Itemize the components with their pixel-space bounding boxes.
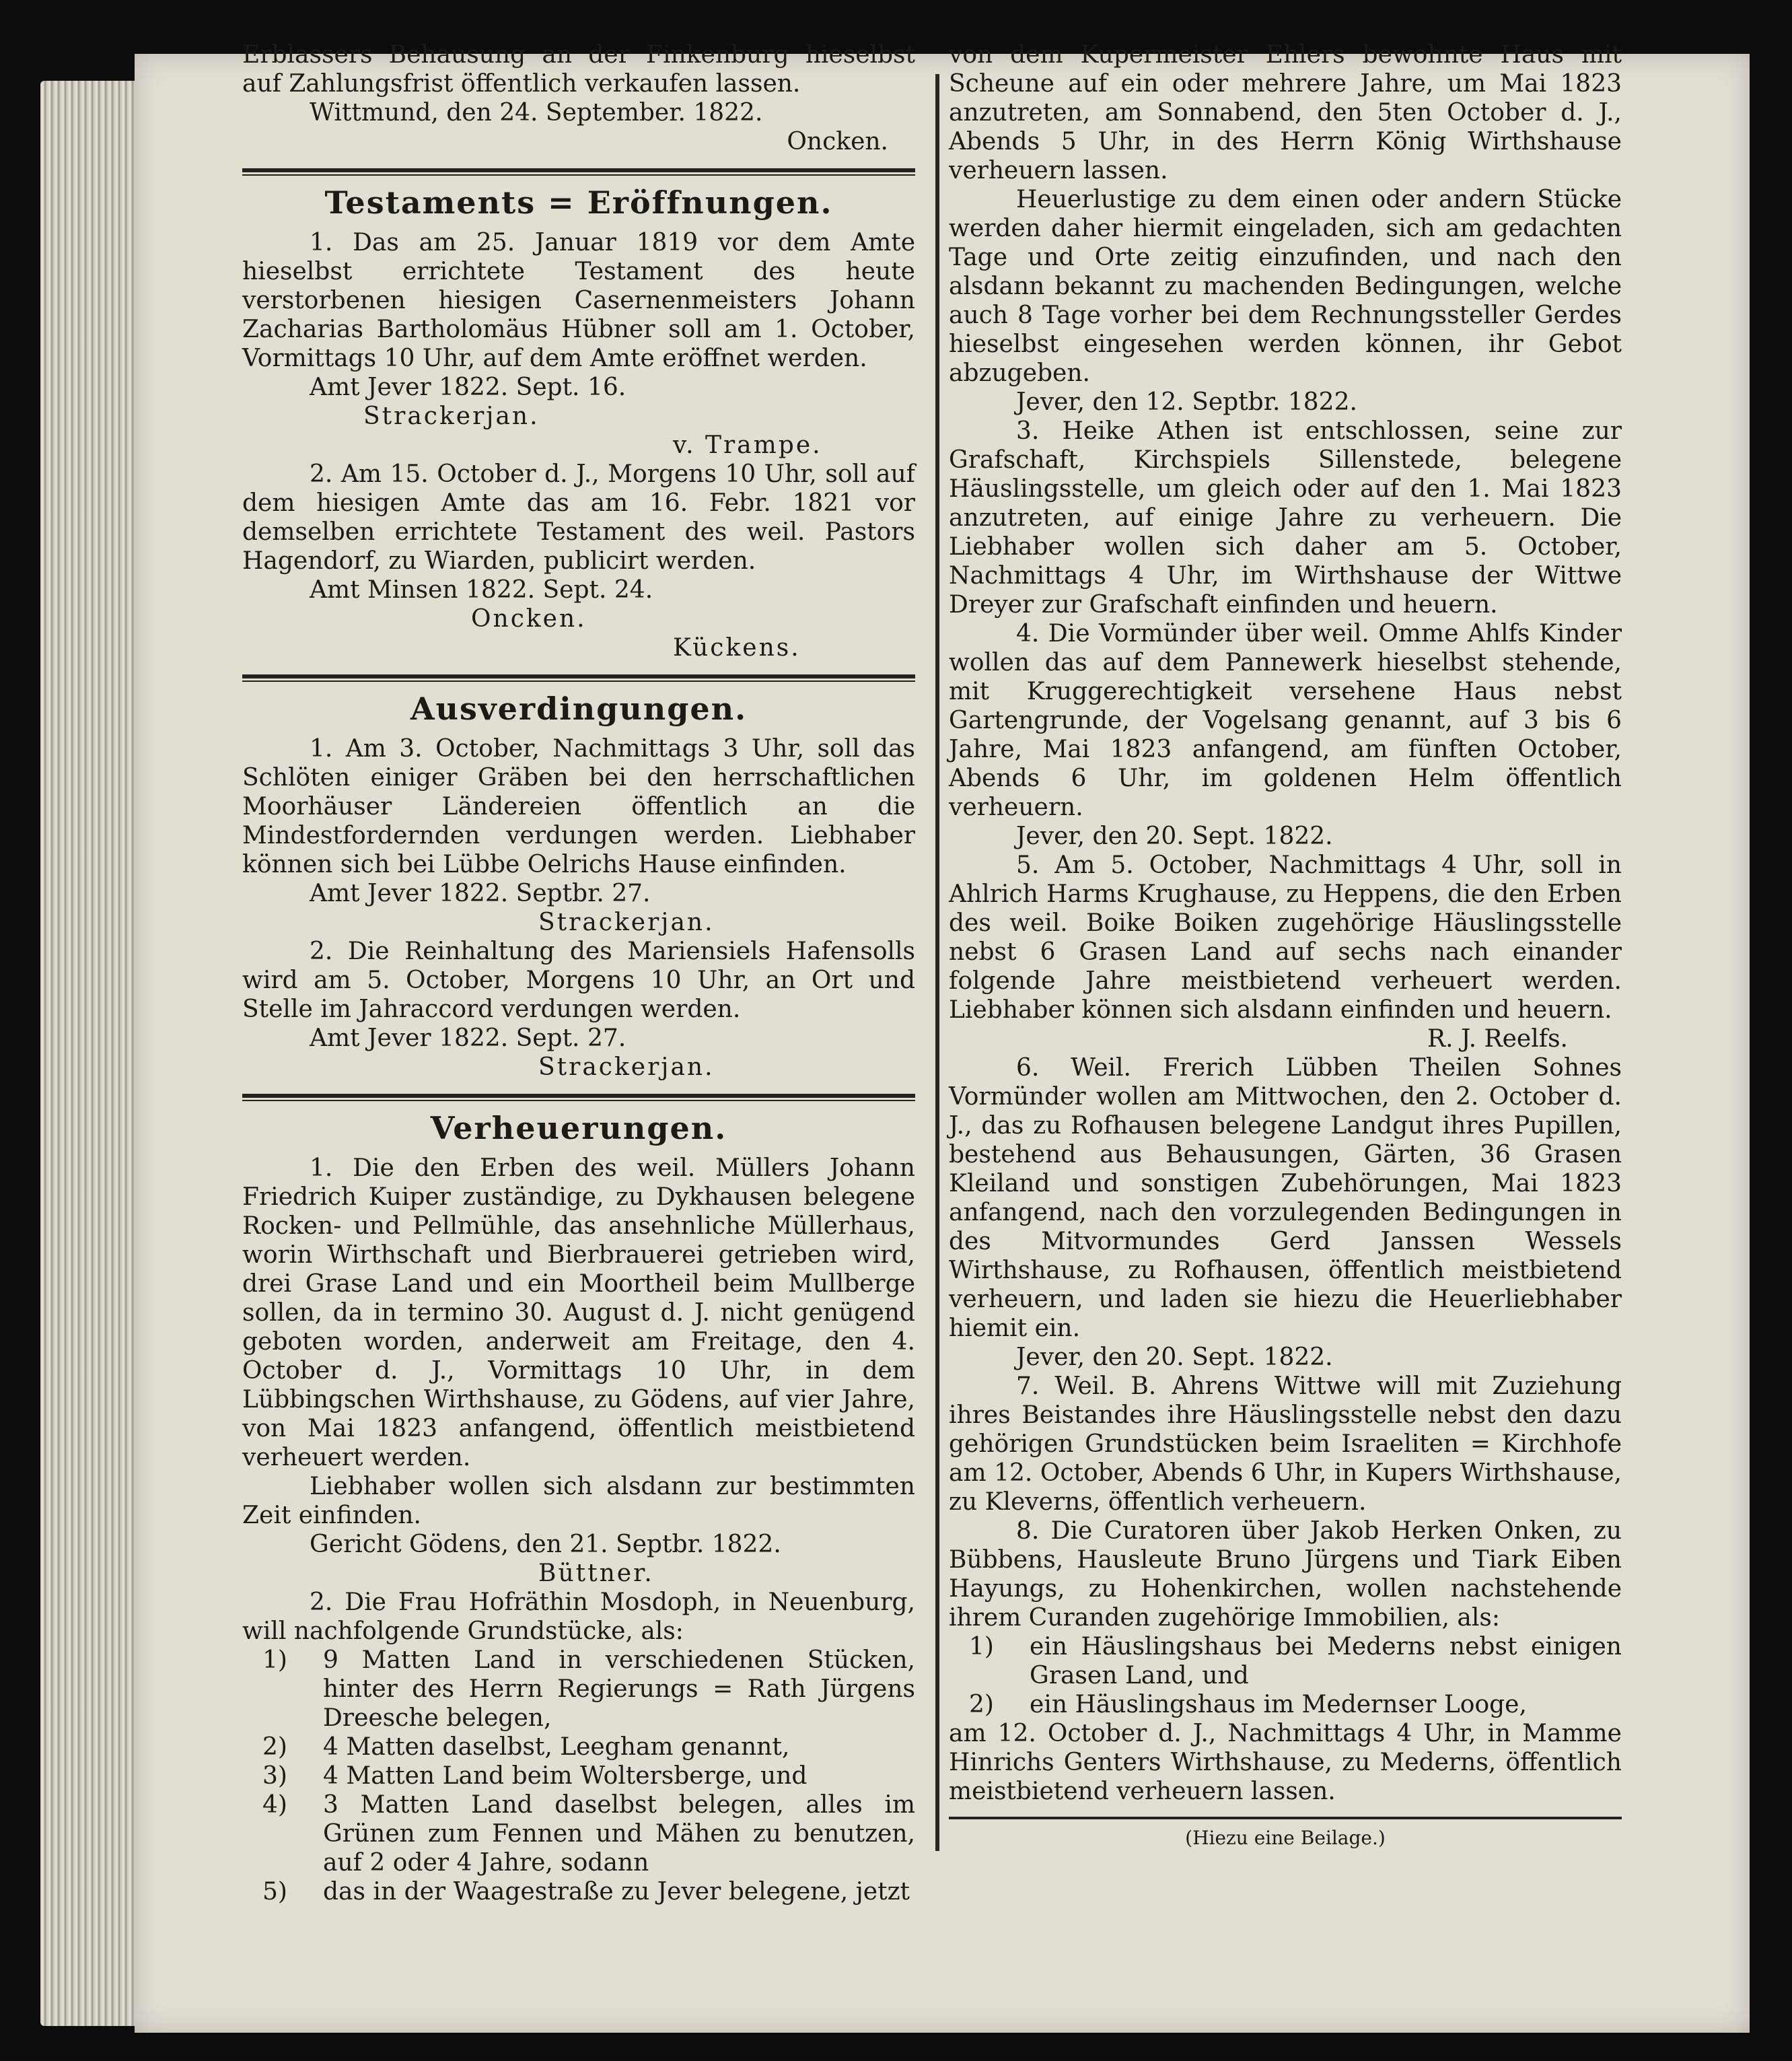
list-item bbox=[969, 1632, 1622, 1690]
verheuerung-item-1b: Liebhaber wollen sich alsdann zur bestimmten Zeit einfinden. bbox=[242, 1473, 915, 1529]
intro-text: Erblassers Behausung an der Finkenburg hieselbst auf Zahlungsfrist öffentlich verkaufen lassen. bbox=[242, 41, 915, 98]
verheuerung-item-3: 3. Heike Athen ist entschlossen, seine zur Grafschaft, Kirchspiels Sillenstede, belegene Häuslingsstelle, um gleich oder auf den 1. Mai 1823 anzutreten, auf einige Jahre zu verheuern. Die Liebhaber wollen sich daher am 5. October, Nachmittags 4 Uhr, im Wirthshause der Wittwe Dreyer zur Grafschaft einfinden und heuern. bbox=[949, 417, 1622, 619]
verheuerung-item-8: 8. Die Curatoren über Jakob Herken Onken, zu Bübbens, Hausleute Bruno Jürgens und Tiark Eiben Hayungs, zu Hohenkirchen, wollen nachstehende ihrem Curanden zugehörige Immobilien, als: bbox=[949, 1517, 1622, 1632]
verheuerung-item-6-place: Jever, den 20. Sept. 1822. bbox=[1016, 1343, 1333, 1371]
verheuerung-item-7: 7. Weil. B. Ahrens Wittwe will mit Zuziehung ihres Beistandes ihre Häuslingsstelle nebst den dazu gehörigen Grundstücken beim Israeliten = Kirchhofe am 12. October, Abends 6 Uhr, in Kupers Wirthshause, zu Kleverns, öffentlich verheuern. bbox=[949, 1372, 1622, 1516]
verheuerung-item-4: 4. Die Vormünder über weil. Omme Ahlfs Kinder wollen das auf dem Pannewerk hieselbst stehende, mit Kruggerechtigkeit versehene Haus nebst Gartengrunde, der Vogelsang genannt, auf 3 bis 6 Jahre, Mai 1823 anfangend, am fünften October, Abends 6 Uhr, im goldenen Helm öffentlich verheuern. bbox=[949, 620, 1622, 821]
verheuerung-item-1: 1. Die den Erben des weil. Müllers Johann Friedrich Kuiper zuständige, zu Dykhausen belegene Rocken- und Pellmühle, das ansehnliche Müllerhaus, worin Wirthschaft und Bierbrauerei getrieben wird, drei Grase Land und ein Moortheil beim Mullberge sollen, da in termino 30. August d. J. nicht genügend geboten worden, anderweit am Freitage, den 4. October d. J., Vormittags 10 Uhr, in dem Lübbingschen Wirthshause, zu Gödens, auf vier Jahre, von Mai 1823 anfangend, öffentlich meistbietend verheuert werden. bbox=[242, 1154, 915, 1471]
list-item-text: das in der Waagestraße zu Jever belegene, jetzt bbox=[323, 1878, 910, 1906]
ausverdingung-item-2-sig: Strackerjan. bbox=[538, 1053, 715, 1081]
list-item-number: 4) bbox=[262, 1791, 287, 1819]
list-item-number: 2) bbox=[969, 1691, 994, 1718]
testament-item-2-sig1: Oncken. bbox=[471, 605, 587, 633]
section-rule bbox=[242, 1094, 915, 1101]
testament-item-1: 1. Das am 25. Januar 1819 vor dem Amte hieselbst errichtete Testament des heute verstorbenen hiesigen Casernenmeisters Johann Zacharias Bartholomäus Hübner soll am 1. October, Vormittags 10 Uhr, auf dem Amte eröffnet werden. bbox=[242, 229, 915, 372]
testament-item-1-sig2: v. Trampe. bbox=[673, 431, 822, 459]
book-page-edges bbox=[40, 81, 141, 2026]
list-item-number: 1) bbox=[969, 1633, 994, 1661]
verheuerung-item-6: 6. Weil. Frerich Lübben Theilen Sohnes Vormünder wollen am Mittwochen, den 2. October d. J., das zu Rofhausen belegene Landgut ihres Pupillen, bestehend aus Behausungen, Gärten, 36 Grasen Kleiland und sonstigen Zubehörungen, Mai 1823 anfangend, nach den vorzulegenden Bedingungen in des Mitvormundes Gerd Janssen Wessels Wirthshause, zu Rofhausen, öffentlich meistbietend verheuern, und laden sie hiezu die Heuerliebhaber hiemit ein. bbox=[949, 1054, 1622, 1342]
property-list bbox=[242, 1646, 915, 1906]
testament-item-2: 2. Am 15. October d. J., Morgens 10 Uhr, soll auf dem hiesigen Amte das am 16. Febr. 1821 vor demselben errichtete Testament des weil. Pastors Hagendorf, zu Wiarden, publicirt werden. bbox=[242, 460, 915, 575]
section-rule bbox=[242, 168, 915, 176]
continued-place: Jever, den 12. Septbr. 1822. bbox=[1016, 388, 1357, 416]
list-item-text: 4 Matten daselbst, Leegham genannt, bbox=[323, 1733, 790, 1761]
verheuerung-item-1-sig: Büttner. bbox=[538, 1560, 654, 1587]
list-item bbox=[969, 1690, 1622, 1719]
verheuerung-item-4-place: Jever, den 20. Sept. 1822. bbox=[1016, 823, 1333, 850]
list-item-number: 5) bbox=[262, 1878, 287, 1906]
continued-text-2: Heuerlustige zu dem einen oder andern Stücke werden daher hiermit eingeladen, sich am gedachten Tage und Orte zeitig einzufinden, und nach den alsdann bekannt zu machenden Bedingungen, welche auch 8 Tage vorher bei dem Rechnungssteller Gerdes hieselbst eingesehen werden können, ihr Gebot abzugeben. bbox=[949, 186, 1622, 387]
list-item-text: 9 Matten Land in verschiedenen Stücken, hinter des Herrn Regierungs = Rath Jürgens Dreesche belegen, bbox=[323, 1646, 915, 1732]
list-item bbox=[262, 1790, 915, 1877]
testament-item-1-place: Amt Jever 1822. Sept. 16. bbox=[310, 374, 626, 401]
continued-text: von dem Kupermeister Ehlers bewohnte Haus mit Scheune auf ein oder mehrere Jahre, um Mai 1823 anzutreten, am Sonnabend, den 5ten October d. J., Abends 5 Uhr, in des Herrn König Wirthshause verheuern lassen. bbox=[949, 41, 1622, 184]
ausverdingung-item-2-place: Amt Jever 1822. Sept. 27. bbox=[310, 1024, 626, 1052]
verheuerung-item-2: 2. Die Frau Hofräthin Mosdoph, in Neuenburg, will nachfolgende Grundstücke, als: bbox=[242, 1588, 915, 1645]
list-item bbox=[262, 1761, 915, 1790]
testament-item-2-place: Amt Minsen 1822. Sept. 24. bbox=[310, 576, 653, 604]
list-item bbox=[262, 1877, 915, 1906]
verheuerung-item-5-sig: R. J. Reelfs. bbox=[1427, 1025, 1568, 1053]
immobilien-list bbox=[949, 1632, 1622, 1719]
section-rule bbox=[242, 674, 915, 682]
right-column bbox=[949, 40, 1622, 1852]
section-heading-ausverdingungen: Ausverdingungen. bbox=[410, 691, 748, 727]
list-item bbox=[262, 1733, 915, 1761]
section-heading-verheuerungen: Verheuerungen. bbox=[430, 1110, 727, 1146]
list-item-text: ein Häuslingshaus im Medernser Looge, bbox=[1030, 1691, 1527, 1718]
verheuerung-item-1-place: Gericht Gödens, den 21. Septbr. 1822. bbox=[310, 1531, 781, 1558]
supplement-note: (Hiezu eine Beilage.) bbox=[1185, 1827, 1386, 1849]
ausverdingung-item-1: 1. Am 3. October, Nachmittags 3 Uhr, soll das Schlöten einiger Gräben bei den herrschaftlichen Moorhäuser Ländereien öffentlich an die Mindestfordernden verdungen werden. Liebhaber können sich bei Lübbe Oelrichs Hause einfinden. bbox=[242, 735, 915, 878]
ausverdingung-item-1-sig: Strackerjan. bbox=[538, 909, 715, 936]
testament-item-2-sig2: Kückens. bbox=[673, 634, 801, 662]
list-item-text: 3 Matten Land daselbst belegen, alles im Grünen zum Fennen und Mähen zu benutzen, auf 2 oder 4 Jahre, sodann bbox=[323, 1791, 915, 1877]
verheuerung-item-5: 5. Am 5. October, Nachmittags 4 Uhr, soll in Ahlrich Harms Krughause, zu Heppens, die den Erben des weil. Boike Boiken zugehörige Häuslingsstelle nebst 6 Grasen Land auf sechs nach einander folgende Jahre meistbietend verheuert werden. Liebhaber können sich alsdann einfinden und heuern. bbox=[949, 851, 1622, 1024]
ausverdingung-item-1-place: Amt Jever 1822. Septbr. 27. bbox=[310, 880, 651, 907]
section-heading-testament: Testaments = Eröffnungen. bbox=[324, 184, 833, 221]
list-item-number: 1) bbox=[262, 1646, 287, 1674]
list-item bbox=[262, 1646, 915, 1733]
testament-item-1-sig1: Strackerjan. bbox=[363, 403, 540, 430]
list-item-text: 4 Matten Land beim Woltersberge, und bbox=[323, 1762, 808, 1790]
list-item-number: 3) bbox=[262, 1762, 287, 1790]
left-column bbox=[242, 40, 915, 1906]
end-rule bbox=[949, 1817, 1622, 1819]
verheuerung-item-8b: am 12. October d. J., Nachmittags 4 Uhr, in Mamme Hinrichs Genters Wirthshause, zu Mederns, öffentlich meistbietend verheuern lassen. bbox=[949, 1720, 1622, 1805]
ausverdingung-item-2: 2. Die Reinhaltung des Mariensiels Hafensolls wird am 5. October, Morgens 10 Uhr, an Ort und Stelle im Jahraccord verdungen werden. bbox=[242, 938, 915, 1023]
list-item-text: ein Häuslingshaus bei Mederns nebst einigen Grasen Land, und bbox=[1030, 1633, 1622, 1689]
intro-signature: Oncken. bbox=[787, 128, 888, 155]
list-item-number: 2) bbox=[262, 1733, 287, 1761]
intro-place: Wittmund, den 24. September. 1822. bbox=[310, 99, 763, 127]
column-divider bbox=[935, 74, 939, 1851]
